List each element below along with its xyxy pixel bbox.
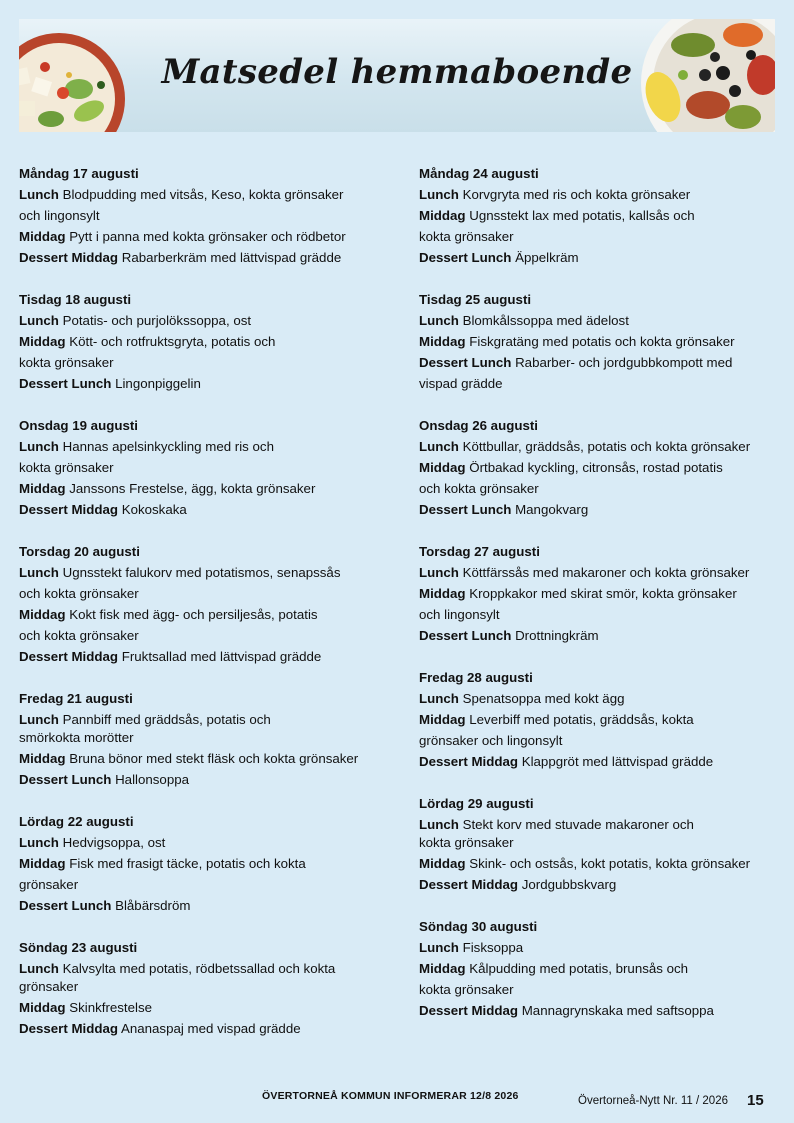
meal-label: Dessert Lunch — [19, 376, 112, 391]
meal-line — [19, 184, 384, 205]
meal-label: Dessert Middag — [419, 877, 519, 892]
day-title: Måndag 17 augusti — [19, 166, 139, 181]
meal-line — [419, 709, 784, 730]
meal-text: Kalvsylta med potatis, rödbetssallad och kokta — [62, 961, 336, 976]
meal-line — [19, 853, 384, 874]
meal-line — [419, 751, 784, 772]
meal-label: Dessert Middag — [19, 250, 119, 265]
meal-continuation: kokta grönsaker — [419, 982, 514, 997]
meal-label: Dessert Lunch — [419, 502, 512, 517]
meal-label: Dessert Lunch — [19, 772, 112, 787]
meal-text: Blomkålssoppa med ädelost — [462, 313, 629, 328]
meal-text: Kokt fisk med ägg- och persiljesås, potatis — [69, 607, 318, 622]
meal-line — [19, 1018, 384, 1039]
meal-text: Pytt i panna med kokta grönsaker och rödbetor — [69, 229, 346, 244]
meal-continuation: och kokta grönsaker — [19, 628, 139, 643]
day-title: Måndag 24 augusti — [419, 166, 539, 181]
meal-label: Lunch — [19, 439, 59, 454]
meal-line — [19, 748, 384, 769]
meal-line — [19, 499, 384, 520]
meal-text: Stekt korv med stuvade makaroner och — [462, 817, 694, 832]
meal-text: Bruna bönor med stekt fläsk och kokta grönsaker — [69, 751, 359, 766]
meal-continuation: kokta grönsaker — [419, 835, 514, 850]
meal-line — [19, 997, 384, 1018]
meal-line — [19, 646, 384, 667]
meal-line — [419, 874, 784, 895]
meal-text: Fruktsallad med lättvispad grädde — [121, 649, 322, 664]
meal-text: Rabarber- och jordgubbkompott med — [515, 355, 733, 370]
meal-label: Lunch — [19, 565, 59, 580]
meal-line — [19, 310, 384, 331]
page-title: Matsedel hemmaboende — [161, 52, 633, 92]
meal-text: Fiskgratäng med potatis och kokta grönsaker — [469, 334, 735, 349]
meal-label: Middag — [19, 481, 66, 496]
day-block — [419, 415, 784, 520]
meal-text: Äppelkräm — [515, 250, 579, 265]
meal-text: Korvgryta med ris och kokta grönsaker — [462, 187, 691, 202]
day-title: Fredag 21 augusti — [19, 691, 133, 706]
meal-line — [19, 832, 384, 853]
meal-text: Potatis- och purjolökssoppa, ost — [62, 313, 252, 328]
meal-line — [419, 499, 784, 520]
day-title: Onsdag 19 augusti — [19, 418, 138, 433]
meal-label: Middag — [419, 334, 466, 349]
meal-label: Lunch — [19, 961, 59, 976]
header-banner — [19, 19, 775, 132]
meal-line — [19, 769, 384, 790]
meal-text: Köttfärssås med makaroner och kokta grönsaker — [462, 565, 750, 580]
meal-text: Blåbärsdröm — [115, 898, 191, 913]
meal-text: Ananaspaj med vispad grädde — [120, 1021, 301, 1036]
day-block — [419, 289, 784, 394]
meal-text: Janssons Frestelse, ägg, kokta grönsaker — [69, 481, 316, 496]
meal-line — [419, 1000, 784, 1021]
day-block — [419, 793, 784, 895]
day-title: Fredag 28 augusti — [419, 670, 533, 685]
day-title: Onsdag 26 augusti — [419, 418, 538, 433]
meal-label: Lunch — [19, 712, 59, 727]
meal-continuation: grönsaker och lingonsylt — [419, 733, 563, 748]
meal-line — [19, 436, 384, 457]
meal-continuation: kokta grönsaker — [419, 229, 514, 244]
menu-column-right — [419, 163, 784, 1042]
meal-text: Rabarberkräm med lättvispad grädde — [121, 250, 342, 265]
meal-line — [19, 709, 384, 730]
meal-text: Kålpudding med potatis, brunsås och — [469, 961, 689, 976]
meal-label: Middag — [419, 856, 466, 871]
meal-label: Lunch — [419, 439, 459, 454]
day-block — [19, 163, 384, 268]
day-title: Torsdag 20 augusti — [19, 544, 140, 559]
meal-line — [419, 958, 784, 979]
meal-label: Dessert Lunch — [19, 898, 112, 913]
meal-label: Dessert Lunch — [419, 250, 512, 265]
meal-text: Skinkfrestelse — [69, 1000, 153, 1015]
meal-label: Dessert Middag — [419, 754, 519, 769]
meal-label: Middag — [419, 586, 466, 601]
meal-continuation: och lingonsylt — [19, 208, 100, 223]
meal-line — [419, 310, 784, 331]
day-title: Tisdag 18 augusti — [19, 292, 132, 307]
meal-label: Dessert Middag — [19, 1021, 119, 1036]
meal-text: Kroppkakor med skirat smör, kokta grönsaker — [469, 586, 737, 601]
meal-line — [419, 184, 784, 205]
meal-text: Fisk med frasigt täcke, potatis och kokta — [69, 856, 306, 871]
meal-line — [419, 583, 784, 604]
day-block — [419, 667, 784, 772]
meal-line — [419, 436, 784, 457]
meal-line — [419, 331, 784, 352]
meal-label: Lunch — [19, 187, 59, 202]
day-title: Lördag 29 augusti — [419, 796, 534, 811]
meal-line — [419, 562, 784, 583]
meal-text: Pannbiff med gräddsås, potatis och — [62, 712, 271, 727]
meal-line — [419, 457, 784, 478]
issue-label: Övertorneå-Nytt Nr. 11 / 2026 — [578, 1095, 728, 1107]
day-title: Söndag 30 augusti — [419, 919, 538, 934]
meal-line — [419, 352, 784, 373]
meal-label: Lunch — [19, 835, 59, 850]
meal-text: Spenatsoppa med kokt ägg — [462, 691, 625, 706]
meal-line — [419, 625, 784, 646]
meal-label: Middag — [419, 208, 466, 223]
meal-label: Dessert Middag — [419, 1003, 519, 1018]
meal-text: Ugnsstekt falukorv med potatismos, senapssås — [62, 565, 341, 580]
day-title: Tisdag 25 augusti — [419, 292, 532, 307]
meal-text: Ugnsstekt lax med potatis, kallsås och — [469, 208, 695, 223]
meal-label: Middag — [19, 607, 66, 622]
meal-label: Lunch — [419, 187, 459, 202]
meal-label: Middag — [19, 334, 66, 349]
day-block — [19, 541, 384, 667]
meal-line — [19, 562, 384, 583]
meal-continuation: och lingonsylt — [419, 607, 500, 622]
meal-continuation: vispad grädde — [419, 376, 503, 391]
meal-line — [19, 958, 384, 979]
meal-label: Lunch — [419, 940, 459, 955]
day-title: Lördag 22 augusti — [19, 814, 134, 829]
day-block — [19, 415, 384, 520]
meal-text: Kött- och rotfruktsgryta, potatis och — [69, 334, 276, 349]
meal-line — [19, 331, 384, 352]
day-title: Torsdag 27 augusti — [419, 544, 540, 559]
meal-continuation: kokta grönsaker — [19, 355, 114, 370]
meal-label: Middag — [419, 712, 466, 727]
meal-label: Middag — [19, 1000, 66, 1015]
meal-label: Middag — [19, 856, 66, 871]
meal-line — [19, 373, 384, 394]
meal-line — [19, 247, 384, 268]
meal-label: Lunch — [419, 691, 459, 706]
meal-text: Köttbullar, gräddsås, potatis och kokta grönsaker — [462, 439, 751, 454]
meal-label: Lunch — [419, 565, 459, 580]
meal-line — [419, 814, 784, 835]
meal-text: Leverbiff med potatis, gräddsås, kokta — [469, 712, 694, 727]
meal-text: Klappgröt med lättvispad grädde — [521, 754, 714, 769]
meal-text: Lingonpiggelin — [115, 376, 201, 391]
meal-line — [19, 226, 384, 247]
vegetable-plate-image — [623, 19, 775, 132]
meal-label: Dessert Lunch — [419, 628, 512, 643]
meal-continuation: smörkokta morötter — [19, 730, 134, 745]
day-block — [19, 289, 384, 394]
meal-text: Drottningkräm — [515, 628, 599, 643]
meal-label: Middag — [19, 751, 66, 766]
day-block — [19, 811, 384, 916]
meal-continuation: grönsaker — [19, 979, 79, 994]
meal-text: Mannagrynskaka med saftsoppa — [521, 1003, 714, 1018]
meal-text: Hannas apelsinkyckling med ris och — [62, 439, 274, 454]
meal-text: Kokoskaka — [121, 502, 187, 517]
meal-line — [419, 853, 784, 874]
meal-text: Skink- och ostsås, kokt potatis, kokta grönsaker — [469, 856, 751, 871]
meal-text: Mangokvarg — [515, 502, 589, 517]
meal-text: Hallonsoppa — [115, 772, 190, 787]
meal-continuation: och kokta grönsaker — [19, 586, 139, 601]
day-block — [419, 541, 784, 646]
meal-text: Jordgubbskvarg — [521, 877, 617, 892]
meal-label: Lunch — [419, 313, 459, 328]
day-block — [419, 916, 784, 1021]
meal-label: Middag — [419, 961, 466, 976]
publication-footer: ÖVERTORNEÅ KOMMUN INFORMERAR 12/8 2026 — [262, 1090, 519, 1102]
meal-text: Örtbakad kyckling, citronsås, rostad potatis — [469, 460, 723, 475]
meal-label: Dessert Lunch — [419, 355, 512, 370]
meal-label: Middag — [19, 229, 66, 244]
meal-line — [19, 478, 384, 499]
day-block — [19, 937, 384, 1039]
meal-label: Middag — [419, 460, 466, 475]
meal-text: Fisksoppa — [462, 940, 524, 955]
meal-line — [419, 688, 784, 709]
meal-line — [419, 937, 784, 958]
meal-label: Lunch — [19, 313, 59, 328]
day-block — [19, 688, 384, 790]
meal-line — [419, 247, 784, 268]
page-number: 15 — [747, 1092, 764, 1109]
day-title: Söndag 23 augusti — [19, 940, 138, 955]
meal-label: Dessert Middag — [19, 502, 119, 517]
meal-line — [419, 205, 784, 226]
meal-line — [19, 895, 384, 916]
meal-label: Lunch — [419, 817, 459, 832]
day-block — [419, 163, 784, 268]
meal-continuation: kokta grönsaker — [19, 460, 114, 475]
meal-text: Hedvigsoppa, ost — [62, 835, 166, 850]
menu-column-left — [19, 163, 384, 1060]
meal-continuation: och kokta grönsaker — [419, 481, 539, 496]
meal-continuation: grönsaker — [19, 877, 79, 892]
meal-line — [19, 604, 384, 625]
meal-label: Dessert Middag — [19, 649, 119, 664]
meal-text: Blodpudding med vitsås, Keso, kokta grönsaker — [62, 187, 344, 202]
